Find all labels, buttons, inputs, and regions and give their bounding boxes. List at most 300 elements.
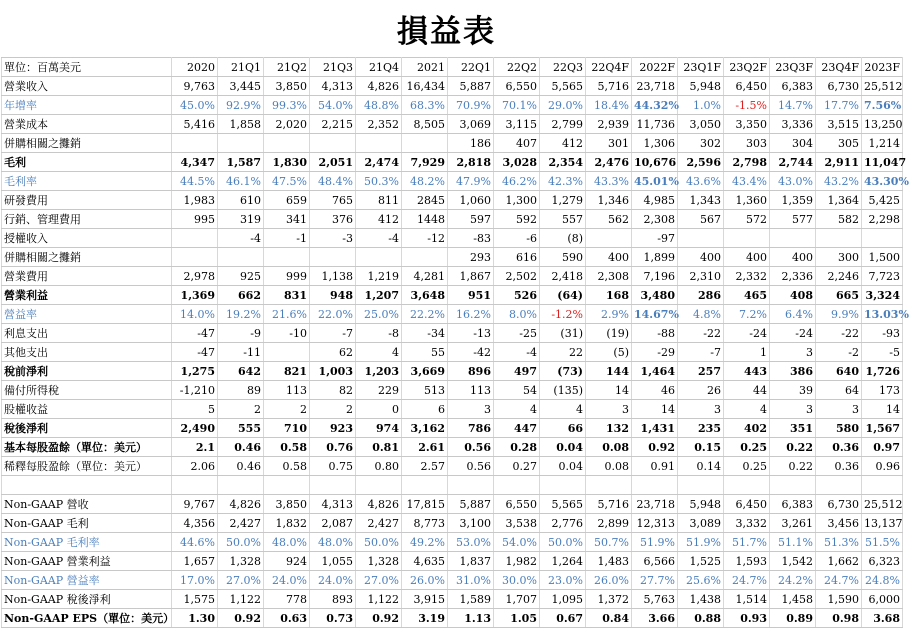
- table-cell: 0.92: [632, 438, 678, 457]
- table-cell: 10,676: [632, 153, 678, 172]
- table-cell: 0.36: [816, 457, 862, 476]
- table-cell: 400: [770, 248, 816, 267]
- table-cell: 577: [770, 210, 816, 229]
- table-cell: 1,431: [632, 419, 678, 438]
- table-cell: (73): [540, 362, 586, 381]
- table-cell: 2.1: [172, 438, 218, 457]
- table-cell: [264, 343, 310, 362]
- table-cell: 44.6%: [172, 533, 218, 552]
- table-cell: 39: [770, 381, 816, 400]
- table-cell: 48.0%: [264, 533, 310, 552]
- table-cell: 51.9%: [632, 533, 678, 552]
- table-cell: 3,069: [448, 115, 494, 134]
- table-cell: 44.5%: [172, 172, 218, 191]
- table-cell: 2: [264, 400, 310, 419]
- table-cell: 3,915: [402, 590, 448, 609]
- table-cell: 173: [862, 381, 903, 400]
- table-cell: 66: [540, 419, 586, 438]
- table-cell: 3.66: [632, 609, 678, 628]
- table-cell: -3: [310, 229, 356, 248]
- table-cell: 18.4%: [586, 96, 632, 115]
- table-cell: 3,261: [770, 514, 816, 533]
- table-cell: 2,476: [586, 153, 632, 172]
- table-row: [2, 400, 903, 419]
- table-cell: 1,867: [448, 267, 494, 286]
- column-header: 2021: [402, 58, 448, 77]
- table-cell: 5,565: [540, 77, 586, 96]
- table-cell: 0.92: [218, 609, 264, 628]
- table-cell: -6: [494, 229, 540, 248]
- unit-label: 單位：百萬美元: [2, 58, 172, 77]
- table-cell: -93: [862, 324, 903, 343]
- table-cell: -24: [770, 324, 816, 343]
- table-cell: (64): [540, 286, 586, 305]
- table-cell: [402, 476, 448, 495]
- table-cell: 386: [770, 362, 816, 381]
- row-label: 營業費用: [2, 267, 172, 286]
- column-header: 21Q4: [356, 58, 402, 77]
- table-cell: 1,587: [218, 153, 264, 172]
- table-cell: 2,939: [586, 115, 632, 134]
- table-cell: 92.9%: [218, 96, 264, 115]
- table-cell: 46: [632, 381, 678, 400]
- table-cell: 400: [724, 248, 770, 267]
- table-cell: 4,985: [632, 191, 678, 210]
- row-label: 行銷、管理費用: [2, 210, 172, 229]
- table-cell: -1.2%: [540, 305, 586, 324]
- table-cell: 765: [310, 191, 356, 210]
- table-cell: 51.1%: [770, 533, 816, 552]
- table-cell: 1,346: [586, 191, 632, 210]
- table-cell: 6,550: [494, 495, 540, 514]
- table-cell: 23,718: [632, 495, 678, 514]
- table-row: [2, 191, 903, 210]
- table-cell: 2,332: [724, 267, 770, 286]
- table-cell: 2.9%: [586, 305, 632, 324]
- table-cell: -1.5%: [724, 96, 770, 115]
- table-row: [2, 77, 903, 96]
- table-row: [2, 229, 903, 248]
- table-cell: 6,383: [770, 77, 816, 96]
- row-label: 併購相關之攤銷: [2, 248, 172, 267]
- table-cell: 24.0%: [310, 571, 356, 590]
- table-cell: 974: [356, 419, 402, 438]
- table-row: [2, 495, 903, 514]
- table-cell: [356, 248, 402, 267]
- table-cell: 50.0%: [540, 533, 586, 552]
- table-cell: 19.2%: [218, 305, 264, 324]
- table-cell: 11,047: [862, 153, 903, 172]
- table-row: [2, 343, 903, 362]
- table-cell: 640: [816, 362, 862, 381]
- table-cell: 0.63: [264, 609, 310, 628]
- row-label: 基本每股盈餘（單位：美元）: [2, 438, 172, 457]
- table-cell: 62: [310, 343, 356, 362]
- table-cell: 590: [540, 248, 586, 267]
- table-cell: 43.6%: [678, 172, 724, 191]
- table-cell: 1,207: [356, 286, 402, 305]
- table-cell: 2,336: [770, 267, 816, 286]
- table-cell: 301: [586, 134, 632, 153]
- table-cell: 4,356: [172, 514, 218, 533]
- table-cell: 49.2%: [402, 533, 448, 552]
- row-label: 營益率: [2, 305, 172, 324]
- table-cell: 1,360: [724, 191, 770, 210]
- table-cell: 2,502: [494, 267, 540, 286]
- table-cell: [816, 476, 862, 495]
- table-cell: 1,343: [678, 191, 724, 210]
- table-cell: 4,826: [218, 495, 264, 514]
- table-cell: 597: [448, 210, 494, 229]
- table-cell: 659: [264, 191, 310, 210]
- table-cell: 26.0%: [402, 571, 448, 590]
- table-cell: 2,798: [724, 153, 770, 172]
- table-cell: [218, 476, 264, 495]
- table-row: [2, 438, 903, 457]
- table-cell: 999: [264, 267, 310, 286]
- table-cell: 400: [678, 248, 724, 267]
- table-cell: 302: [678, 134, 724, 153]
- column-header: 22Q3: [540, 58, 586, 77]
- table-cell: 132: [586, 419, 632, 438]
- table-cell: 68.3%: [402, 96, 448, 115]
- table-cell: 1.30: [172, 609, 218, 628]
- table-cell: 0.58: [264, 457, 310, 476]
- table-cell: -22: [678, 324, 724, 343]
- table-cell: 1,328: [356, 552, 402, 571]
- table-cell: 1,275: [172, 362, 218, 381]
- table-cell: 1,589: [448, 590, 494, 609]
- table-cell: 42.3%: [540, 172, 586, 191]
- table-cell: 412: [540, 134, 586, 153]
- table-cell: 1,095: [540, 590, 586, 609]
- table-cell: 54.0%: [310, 96, 356, 115]
- table-cell: 1,593: [724, 552, 770, 571]
- row-label: 稅前淨利: [2, 362, 172, 381]
- table-cell: 1,364: [816, 191, 862, 210]
- table-cell: 6,566: [632, 552, 678, 571]
- table-cell: 3,669: [402, 362, 448, 381]
- table-row: [2, 172, 903, 191]
- table-cell: 3,456: [816, 514, 862, 533]
- table-cell: 0.46: [218, 438, 264, 457]
- table-cell: 4,826: [356, 495, 402, 514]
- table-cell: -11: [218, 343, 264, 362]
- table-cell: -10: [264, 324, 310, 343]
- table-cell: 1.0%: [678, 96, 724, 115]
- table-cell: -42: [448, 343, 494, 362]
- table-cell: 186: [448, 134, 494, 153]
- table-cell: 53.0%: [448, 533, 494, 552]
- table-cell: 2,899: [586, 514, 632, 533]
- table-cell: 27.0%: [218, 571, 264, 590]
- table-cell: 26: [678, 381, 724, 400]
- table-cell: -29: [632, 343, 678, 362]
- table-cell: 5,763: [632, 590, 678, 609]
- table-cell: -4: [356, 229, 402, 248]
- table-cell: 5,416: [172, 115, 218, 134]
- table-cell: 925: [218, 267, 264, 286]
- table-cell: -1,210: [172, 381, 218, 400]
- table-cell: 25,512: [862, 77, 903, 96]
- table-cell: 50.0%: [218, 533, 264, 552]
- table-cell: 229: [356, 381, 402, 400]
- table-cell: 26.0%: [586, 571, 632, 590]
- table-cell: 0.92: [356, 609, 402, 628]
- table-cell: 1,657: [172, 552, 218, 571]
- table-cell: 376: [310, 210, 356, 229]
- table-cell: 582: [816, 210, 862, 229]
- table-cell: 319: [218, 210, 264, 229]
- table-cell: 14.0%: [172, 305, 218, 324]
- table-cell: -7: [310, 324, 356, 343]
- table-cell: 48.8%: [356, 96, 402, 115]
- table-cell: 5,887: [448, 77, 494, 96]
- table-cell: 3,100: [448, 514, 494, 533]
- table-cell: 13,137: [862, 514, 903, 533]
- table-cell: 610: [218, 191, 264, 210]
- table-cell: 8,773: [402, 514, 448, 533]
- table-cell: 47.5%: [264, 172, 310, 191]
- table-cell: -47: [172, 343, 218, 362]
- table-cell: -88: [632, 324, 678, 343]
- table-cell: 1,662: [816, 552, 862, 571]
- table-cell: 2,352: [356, 115, 402, 134]
- table-cell: 55: [402, 343, 448, 362]
- table-cell: 300: [816, 248, 862, 267]
- table-cell: 70.9%: [448, 96, 494, 115]
- table-cell: 89: [218, 381, 264, 400]
- table-cell: (5): [586, 343, 632, 362]
- table-cell: 3,850: [264, 77, 310, 96]
- table-cell: 0.89: [770, 609, 816, 628]
- table-cell: 0.58: [264, 438, 310, 457]
- table-cell: 3,162: [402, 419, 448, 438]
- table-cell: 2,978: [172, 267, 218, 286]
- table-cell: 1,514: [724, 590, 770, 609]
- table-cell: 22.2%: [402, 305, 448, 324]
- table-cell: [586, 229, 632, 248]
- table-cell: 6,550: [494, 77, 540, 96]
- table-cell: 1,707: [494, 590, 540, 609]
- table-cell: 27.0%: [356, 571, 402, 590]
- table-cell: (31): [540, 324, 586, 343]
- table-cell: 2,418: [540, 267, 586, 286]
- table-cell: 2,776: [540, 514, 586, 533]
- table-cell: 562: [586, 210, 632, 229]
- table-cell: 17.0%: [172, 571, 218, 590]
- table-row: [2, 590, 903, 609]
- table-cell: [264, 476, 310, 495]
- column-header: 2023F: [862, 58, 903, 77]
- row-label: 毛利: [2, 153, 172, 172]
- table-cell: 0.97: [862, 438, 903, 457]
- table-cell: 2,246: [816, 267, 862, 286]
- table-cell: 50.0%: [356, 533, 402, 552]
- column-header: 2022F: [632, 58, 678, 77]
- table-cell: 8,505: [402, 115, 448, 134]
- table-cell: 1,219: [356, 267, 402, 286]
- table-cell: 24.7%: [724, 571, 770, 590]
- table-cell: 14.7%: [770, 96, 816, 115]
- table-cell: 1,122: [218, 590, 264, 609]
- table-cell: -97: [632, 229, 678, 248]
- table-cell: 567: [678, 210, 724, 229]
- table-cell: 257: [678, 362, 724, 381]
- table-cell: 0.22: [770, 438, 816, 457]
- table-cell: (135): [540, 381, 586, 400]
- table-cell: 1,055: [310, 552, 356, 571]
- column-header: 23Q2F: [724, 58, 770, 77]
- table-row: [2, 286, 903, 305]
- column-header: 23Q1F: [678, 58, 724, 77]
- table-cell: -8: [356, 324, 402, 343]
- table-cell: 4: [356, 343, 402, 362]
- table-cell: -12: [402, 229, 448, 248]
- table-cell: 1,832: [264, 514, 310, 533]
- table-cell: 465: [724, 286, 770, 305]
- table-cell: 14: [586, 381, 632, 400]
- table-cell: 13,250: [862, 115, 903, 134]
- row-label: 稅後淨利: [2, 419, 172, 438]
- table-cell: 778: [264, 590, 310, 609]
- table-cell: 50.3%: [356, 172, 402, 191]
- table-cell: 0.75: [310, 457, 356, 476]
- table-cell: 3: [770, 343, 816, 362]
- table-cell: 5,425: [862, 191, 903, 210]
- table-cell: 0.36: [816, 438, 862, 457]
- row-label: 毛利率: [2, 172, 172, 191]
- table-cell: 1,899: [632, 248, 678, 267]
- table-cell: 1,003: [310, 362, 356, 381]
- row-label: 營業成本: [2, 115, 172, 134]
- table-cell: 48.4%: [310, 172, 356, 191]
- table-cell: 0.81: [356, 438, 402, 457]
- table-cell: 786: [448, 419, 494, 438]
- table-cell: 7,929: [402, 153, 448, 172]
- table-cell: [678, 229, 724, 248]
- table-row: [2, 476, 903, 495]
- table-cell: 616: [494, 248, 540, 267]
- table-cell: 1,264: [540, 552, 586, 571]
- table-cell: 1,369: [172, 286, 218, 305]
- table-cell: 0.93: [724, 609, 770, 628]
- table-cell: 3,089: [678, 514, 724, 533]
- table-cell: 2,818: [448, 153, 494, 172]
- table-cell: 3,028: [494, 153, 540, 172]
- table-cell: 3,480: [632, 286, 678, 305]
- column-header: 21Q1: [218, 58, 264, 77]
- table-cell: 6,450: [724, 77, 770, 96]
- row-label: 股權收益: [2, 400, 172, 419]
- table-cell: 30.0%: [494, 571, 540, 590]
- table-cell: 0: [356, 400, 402, 419]
- table-cell: 6,730: [816, 495, 862, 514]
- table-cell: 51.7%: [724, 533, 770, 552]
- table-cell: 3,648: [402, 286, 448, 305]
- table-cell: [632, 476, 678, 495]
- table-cell: [724, 229, 770, 248]
- table-cell: -24: [724, 324, 770, 343]
- column-header: 22Q1: [448, 58, 494, 77]
- table-cell: 51.5%: [862, 533, 903, 552]
- table-cell: 1,458: [770, 590, 816, 609]
- row-label: 其他支出: [2, 343, 172, 362]
- table-cell: 1,138: [310, 267, 356, 286]
- table-cell: 303: [724, 134, 770, 153]
- table-cell: 0.96: [862, 457, 903, 476]
- table-cell: 304: [770, 134, 816, 153]
- table-cell: 3,538: [494, 514, 540, 533]
- table-row: [2, 362, 903, 381]
- table-cell: 4,313: [310, 495, 356, 514]
- table-cell: 3,324: [862, 286, 903, 305]
- table-cell: 3: [678, 400, 724, 419]
- table-row: [2, 514, 903, 533]
- table-cell: -22: [816, 324, 862, 343]
- table-cell: 948: [310, 286, 356, 305]
- table-cell: 44.32%: [632, 96, 678, 115]
- table-cell: 293: [448, 248, 494, 267]
- table-cell: 45.0%: [172, 96, 218, 115]
- table-cell: -83: [448, 229, 494, 248]
- column-header: 23Q3F: [770, 58, 816, 77]
- table-cell: 2,427: [218, 514, 264, 533]
- table-cell: 29.0%: [540, 96, 586, 115]
- table-cell: 21.6%: [264, 305, 310, 324]
- table-cell: 64: [816, 381, 862, 400]
- table-cell: 2.61: [402, 438, 448, 457]
- table-cell: [540, 476, 586, 495]
- table-row: [2, 571, 903, 590]
- table-cell: 0.56: [448, 438, 494, 457]
- table-cell: 1,830: [264, 153, 310, 172]
- table-cell: 662: [218, 286, 264, 305]
- table-row: [2, 134, 903, 153]
- row-label: 授權收入: [2, 229, 172, 248]
- table-cell: 0.25: [724, 438, 770, 457]
- table-cell: 4: [540, 400, 586, 419]
- table-cell: 447: [494, 419, 540, 438]
- table-cell: 48.0%: [310, 533, 356, 552]
- table-cell: 3,515: [816, 115, 862, 134]
- table-cell: 2,087: [310, 514, 356, 533]
- table-cell: 113: [448, 381, 494, 400]
- table-cell: 1,726: [862, 362, 903, 381]
- table-cell: [310, 248, 356, 267]
- table-cell: 4,347: [172, 153, 218, 172]
- table-cell: 24.0%: [264, 571, 310, 590]
- table-cell: 2: [218, 400, 264, 419]
- table-cell: 24.7%: [816, 571, 862, 590]
- table-cell: 43.3%: [586, 172, 632, 191]
- table-cell: 0.08: [586, 457, 632, 476]
- table-cell: -7: [678, 343, 724, 362]
- table-cell: 412: [356, 210, 402, 229]
- table-row: [2, 305, 903, 324]
- table-row: [2, 115, 903, 134]
- table-cell: 14: [862, 400, 903, 419]
- table-cell: 407: [494, 134, 540, 153]
- table-cell: 3,350: [724, 115, 770, 134]
- table-cell: 580: [816, 419, 862, 438]
- table-cell: 5,948: [678, 77, 724, 96]
- table-cell: 1: [724, 343, 770, 362]
- table-cell: 44: [724, 381, 770, 400]
- table-cell: 3.19: [402, 609, 448, 628]
- row-label: 併購相關之攤銷: [2, 134, 172, 153]
- table-cell: 572: [724, 210, 770, 229]
